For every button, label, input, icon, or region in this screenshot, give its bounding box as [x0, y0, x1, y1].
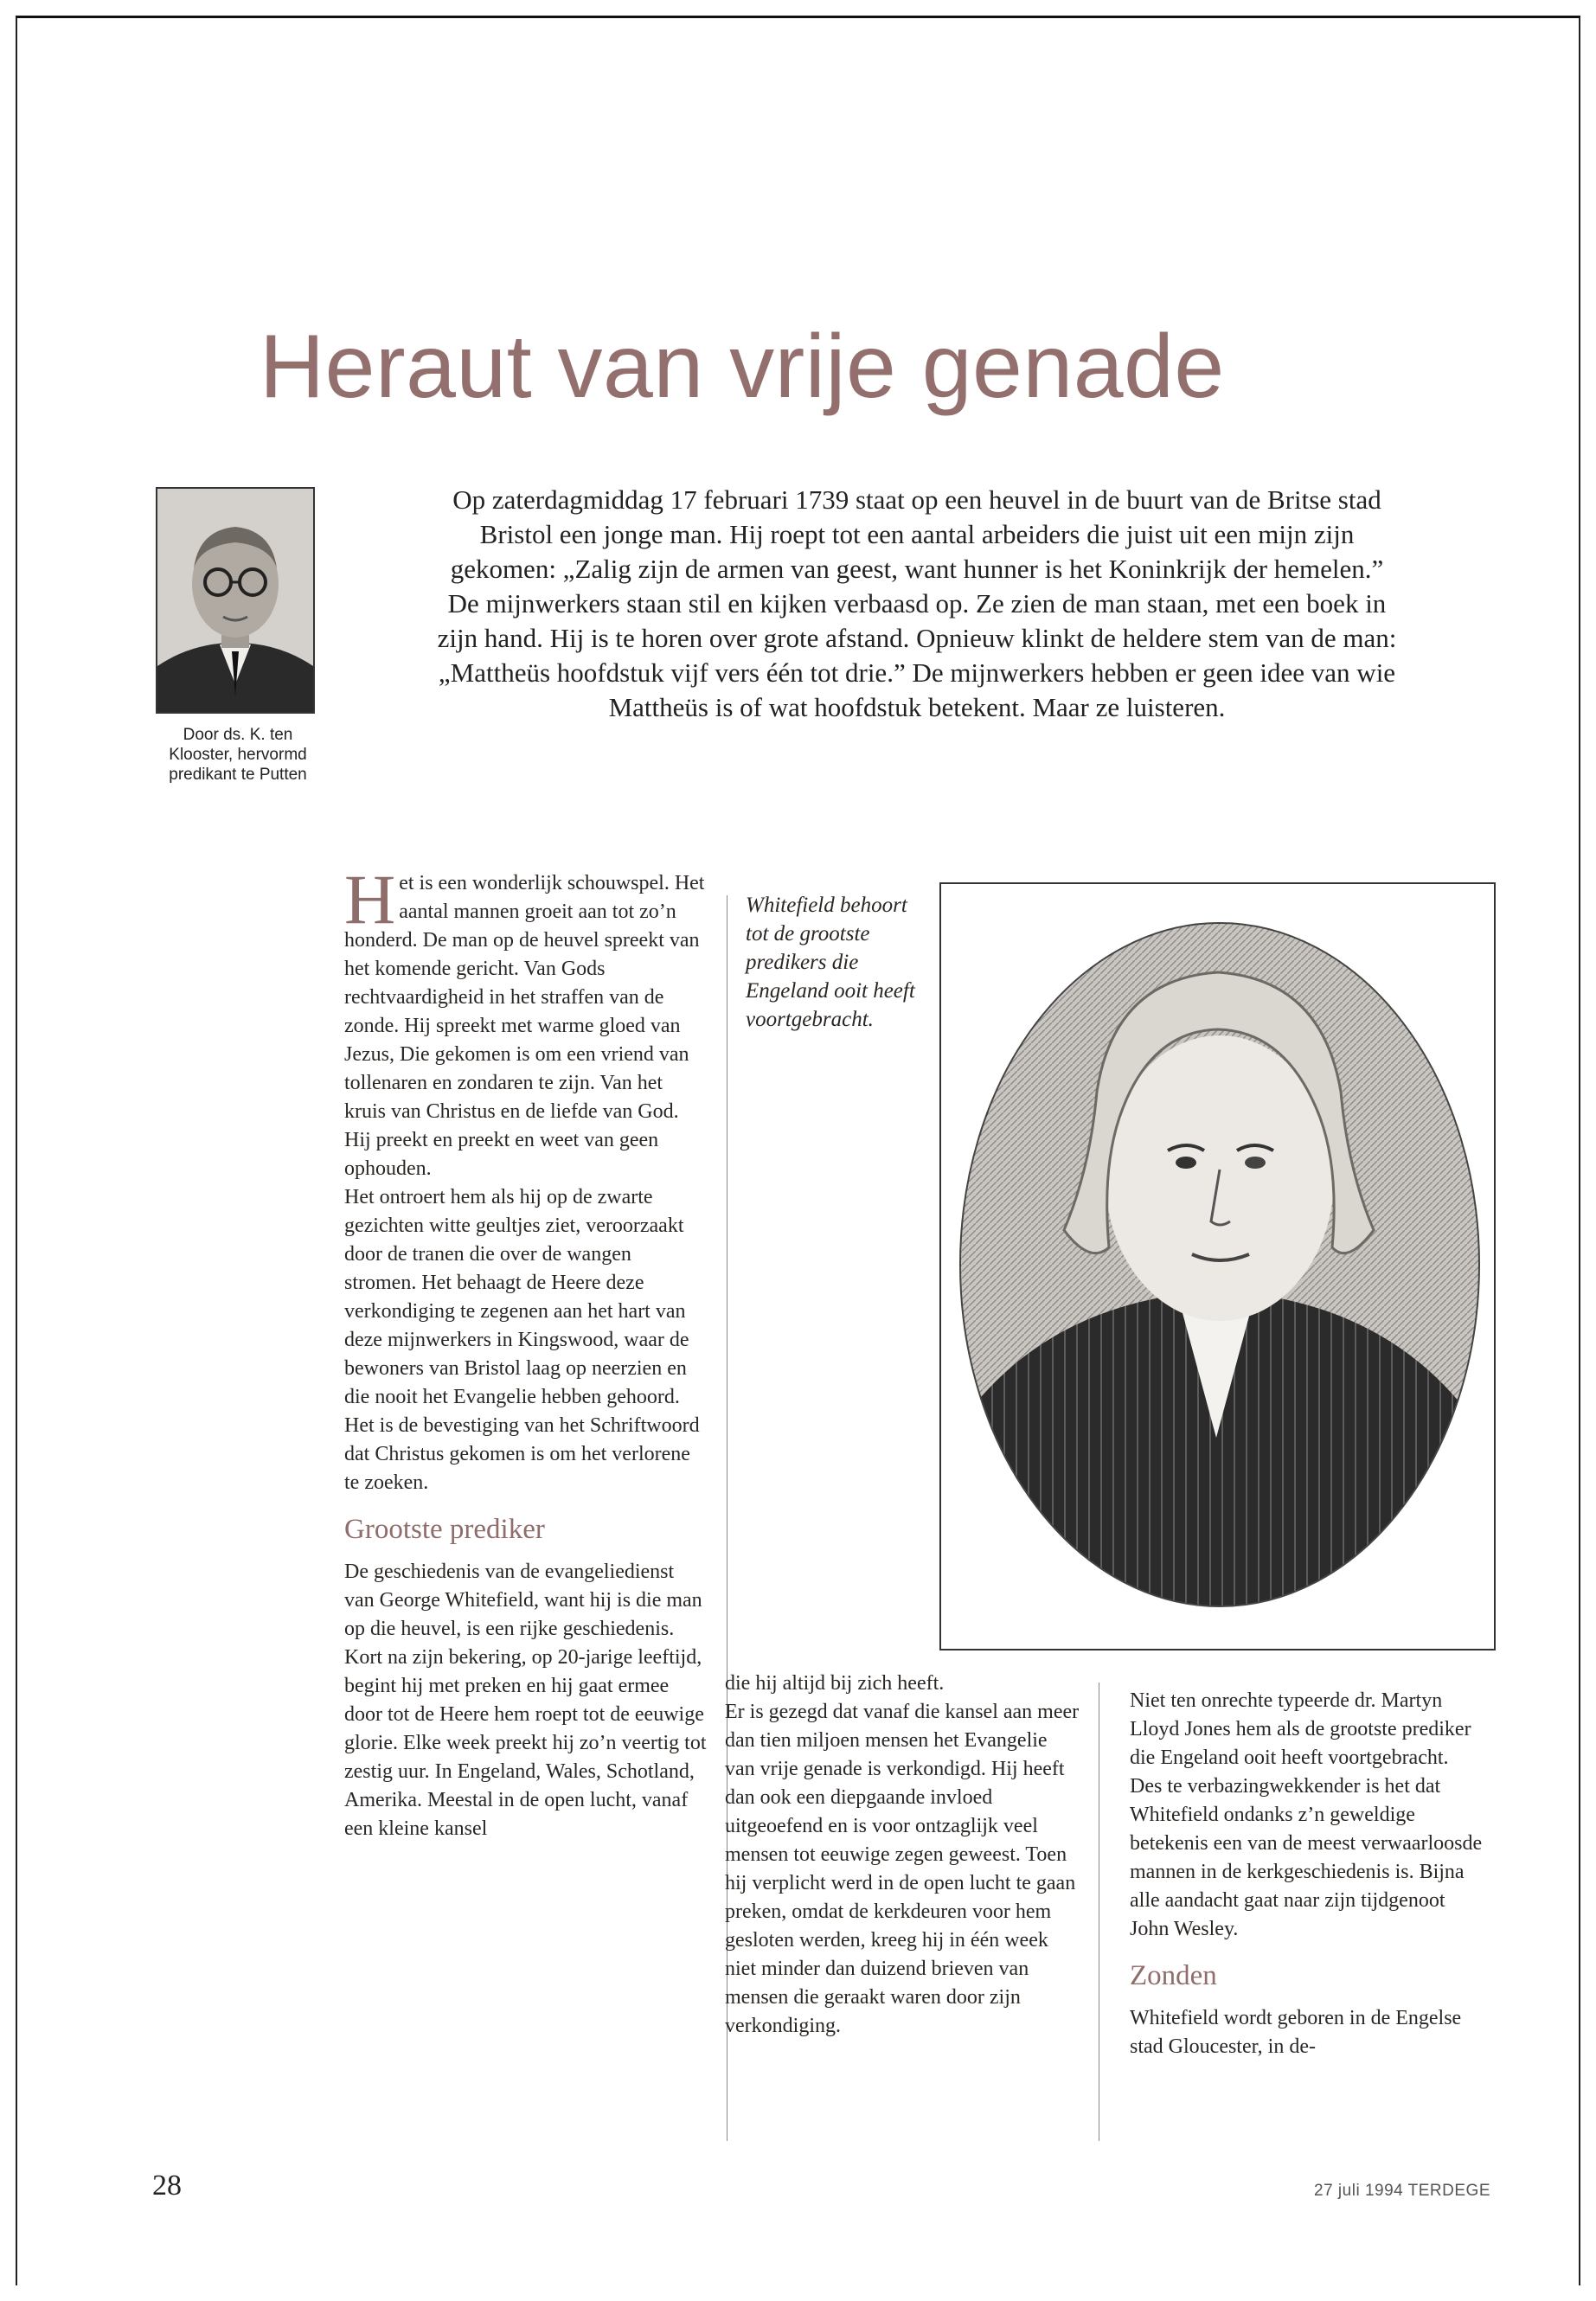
author-portrait-graphic — [157, 489, 313, 712]
pull-quote: Whitefield behoort tot de grootste predikers die Engeland ooit heeft voortgebracht. — [746, 894, 915, 1031]
paragraph: De geschiedenis van de evangeliedienst van George Whitefield, want hij is die man op die heuvel, is een rijke geschiedenis. Kort na zijn bekering, op 20-jarige leeftijd, begint hij met preken en hij gaat ermee door tot de Heere hem roept tot de eeuwige glorie. Elke week preekt hij zo’n veertig tot zestig uur. In Engeland, Wales, Schotland, Amerika. Meestal in de open lucht, vanaf een kleine kansel — [344, 1561, 707, 1840]
paragraph: die hij altijd bij zich heeft. — [725, 1672, 945, 1695]
subheading-zonden: Zonden — [1130, 1960, 1217, 1991]
publication-date: 27 juli 1994 TERDEGE — [1314, 2182, 1490, 2200]
paragraph: Het ontroert hem als hij op de zwarte gezichten witte geultjes ziet, veroorzaakt door de tranen die over de wangen stromen. Het behaagt de Heere deze verkondiging te zegenen aan het hart van deze mijnwerkers in Kingswood, waar de bewoners van Bristol laag op neerzien en die nooit het Evangelie hebben gehoord. Het is de bevestiging van het Schriftwoord dat Christus gekomen is om het verlorene te zoeken. — [344, 1186, 700, 1494]
drop-cap: H — [344, 860, 396, 939]
column-1 — [344, 860, 708, 1843]
page-number: 28 — [152, 2170, 182, 2202]
paragraph — [344, 860, 708, 1183]
paragraph: Whitefield wordt geboren in de Engelse stad Gloucester, in de- — [1130, 2007, 1462, 2058]
author-caption: Door ds. K. ten Klooster, hervormd predikant te Putten — [169, 726, 307, 784]
whitefield-engraving-graphic — [941, 884, 1494, 1649]
article-intro: Op zaterdagmiddag 17 februari 1739 staat op een heuvel in de buurt van de Britse stad Bristol een jonge man. Hij roept tot een aantal arbeiders die juist uit een mijn zijn gekomen: „Zalig zijn de armen van geest, want hunner is het Koninkrijk der hemelen.” De mijnwerkers staan stil en kijken verbaasd op. Ze zien de man staan, met een boek in zijn hand. Hij is te horen over grote afstand. Opnieuw klinkt de heldere stem van de man: „Mattheüs hoofdstuk vijf vers één tot drie.” De mijnwerkers hebben er geen idee van wie Mattheüs is of wat hoofdstuk betekent. Maar ze luisteren. — [437, 484, 1397, 722]
subheading-grootste-prediker: Grootste prediker — [344, 1514, 545, 1545]
paragraph: Niet ten onrechte typeerde dr. Martyn Lloyd Jones hem als de grootste prediker die Engeland ooit heeft voortgebracht. Des te verbazingwekkender is het dat Whitefield ondanks z’n geweldige betekenis een van de meest verwaarloosde mannen in de kerkgeschiedenis is. Bijna alle aandacht gaat naar zijn tijdgenoot John Wesley. — [1130, 1689, 1483, 1940]
whitefield-portrait — [939, 882, 1496, 1650]
paragraph: Er is gezegd dat vanaf die kansel aan meer dan tien miljoen mensen het Evangelie van vrije genade is verkondigd. Hij heeft dan ook een diepgaande invloed uitgeoefend en is voor ontzaglijk veel mensen tot eeuwige zegen geweest. Toen hij verplicht werd in de open lucht te gaan preken, omdat de kerkdeuren voor hem gesloten werden, kreeg hij in één week niet minder dan duizend brieven van mensen die geraakt waren door zijn verkondiging. — [725, 1701, 1080, 2037]
author-photo — [156, 487, 315, 714]
column-2 — [725, 1670, 1080, 2041]
article-title: Heraut van vrije genade — [260, 317, 1225, 417]
paragraph-text: et is een wonderlijk schouwspel. Het aantal mannen groeit aan tot zo’n honderd. De man op de heuvel spreekt van het komende gericht. Van Gods rechtvaardigheid in het straffen van de zonde. Hij spreekt met warme gloed van Jezus, Die gekomen is om een vriend van tollenaren en zondaren te zijn. Van het kruis van Christus en de liefde van God. Hij preekt en preekt en weet van geen ophouden. — [344, 872, 705, 1180]
column-3 — [1130, 1687, 1483, 2061]
